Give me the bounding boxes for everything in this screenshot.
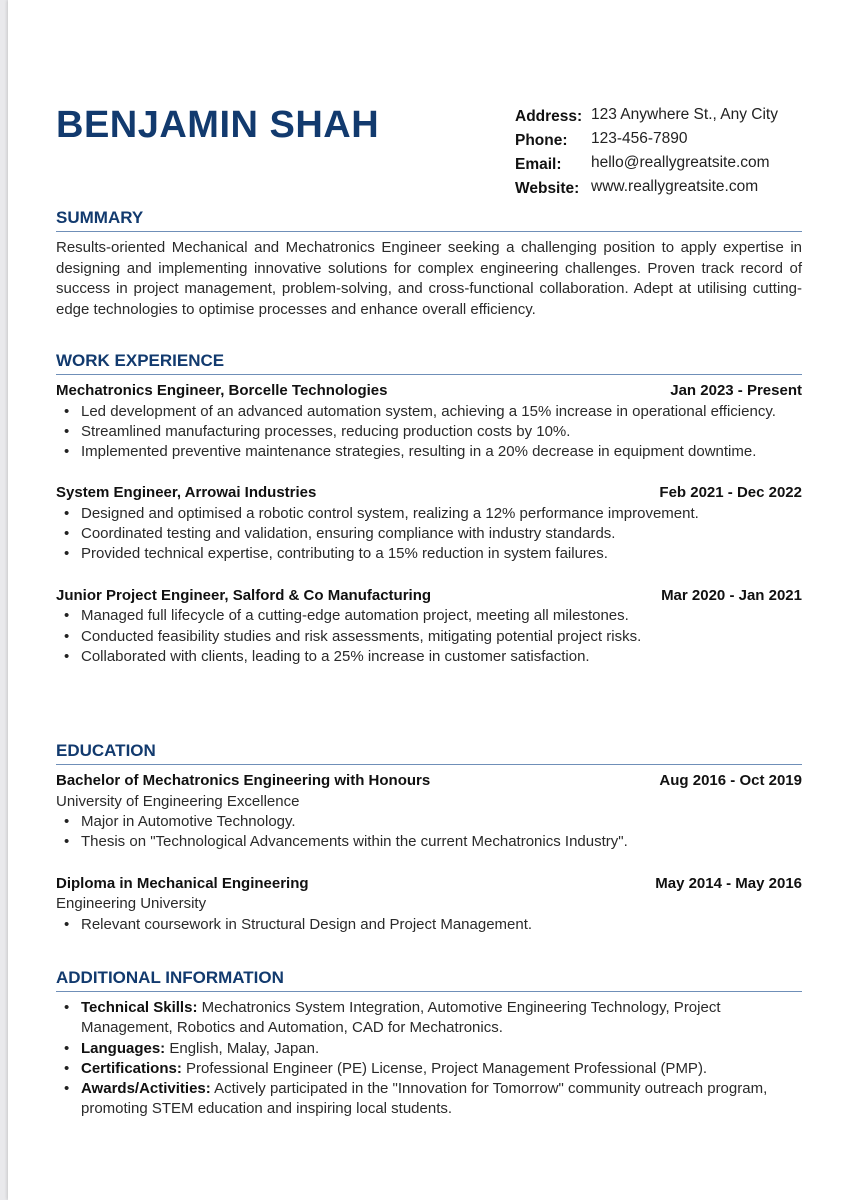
contact-label: Email:	[515, 156, 562, 173]
list-item: • Led development of an advanced automation system, achieving a 15% increase in operational efficiency.	[81, 402, 802, 422]
item-text: Actively participated in the "Innovation for Tomorrow" community outreach program, promoting STEM education and inspiring local students.	[81, 1080, 768, 1118]
school-name: Engineering University	[56, 895, 207, 913]
contact-address: 123 Anywhere St., Any City	[591, 106, 778, 123]
job-bullets	[56, 402, 802, 463]
education-bullets	[56, 812, 802, 853]
job-dates: Jan 2023 - Present	[670, 382, 802, 399]
contact-row-address	[515, 104, 778, 128]
summary-section	[56, 208, 802, 320]
contact-label: Phone:	[515, 132, 568, 149]
job-role: Junior Project Engineer, Salford & Co Manufacturing	[56, 586, 432, 604]
contact-block	[515, 104, 778, 200]
work-experience-section	[56, 351, 802, 688]
contact-label: Address:	[515, 108, 583, 125]
item-text: English, Malay, Japan.	[165, 1039, 320, 1057]
list-item	[81, 998, 802, 1039]
education-bullets	[56, 915, 802, 935]
item-label: Awards/Activities:	[81, 1080, 211, 1098]
item-text: Professional Engineer (PE) License, Project Management Professional (PMP).	[181, 1059, 708, 1077]
contact-website: www.reallygreatsite.com	[591, 178, 759, 195]
contact-email: hello@reallygreatsite.com	[591, 154, 770, 171]
education-entry	[56, 771, 802, 853]
education-dates: May 2014 - May 2016	[655, 874, 802, 892]
item-label: Certifications:	[81, 1059, 182, 1077]
candidate-name: BENJAMIN SHAH	[56, 104, 380, 146]
job-header	[56, 586, 802, 607]
list-item: • Thesis on "Technological Advancements within the current Mechatronics Industry".	[81, 832, 802, 852]
job-dates: Mar 2020 - Jan 2021	[661, 586, 802, 604]
list-item: • Implemented preventive maintenance strategies, resulting in a 20% decrease in equipment downtime.	[81, 442, 802, 462]
education-header	[56, 771, 802, 792]
job-header	[56, 483, 802, 504]
section-title: EDUCATION	[56, 741, 802, 765]
section-title: ADDITIONAL INFORMATION	[56, 968, 802, 992]
section-title: SUMMARY	[56, 208, 802, 232]
job-dates: Feb 2021 - Dec 2022	[659, 484, 802, 502]
section-title: WORK EXPERIENCE	[56, 351, 802, 375]
list-item: • Provided technical expertise, contributing to a 15% reduction in system failures.	[81, 544, 802, 564]
additional-bullets	[56, 998, 802, 1120]
education-header	[56, 874, 802, 895]
contact-row-phone	[515, 128, 778, 152]
contact-phone: 123-456-7890	[591, 130, 688, 147]
job-role: System Engineer, Arrowai Industries	[56, 484, 317, 502]
job-entry	[56, 586, 802, 667]
job-entry	[56, 483, 802, 564]
resume-page	[8, 0, 850, 1200]
list-item: • Managed full lifecycle of a cutting-edge automation project, meeting all milestones.	[81, 606, 802, 626]
list-item: • Conducted feasibility studies and risk assessments, mitigating potential project risks.	[81, 627, 802, 647]
list-item	[81, 1079, 802, 1120]
item-text: Mechatronics System Integration, Automotive Engineering Technology, Project Management, Robotics and Automation, CAD for Mechatronics.	[81, 999, 721, 1037]
item-label: Languages:	[81, 1039, 166, 1057]
list-item: • Relevant coursework in Structural Design and Project Management.	[81, 915, 802, 935]
degree-title: Bachelor of Mechatronics Engineering with Honours	[56, 772, 431, 789]
item-label: Technical Skills:	[81, 999, 198, 1016]
job-bullets	[56, 504, 802, 565]
education-section	[56, 741, 802, 956]
list-item: • Designed and optimised a robotic control system, realizing a 12% performance improvement.	[81, 504, 802, 524]
job-header	[56, 381, 802, 402]
contact-row-website	[515, 176, 778, 200]
summary-text: Results-oriented Mechanical and Mechatronics Engineer seeking a challenging position to apply expertise in designing and implementing innovative solutions for complex engineering challenges. Proven track record of success in project management, problem-solving, and cross-functional collaboration. Adept at utilising cutting-edge technologies to optimise processes and enhance overall efficiency.	[56, 239, 802, 318]
degree-title: Diploma in Mechanical Engineering	[56, 874, 309, 892]
job-bullets	[56, 606, 802, 667]
list-item: • Collaborated with clients, leading to a 25% increase in customer satisfaction.	[81, 647, 802, 667]
job-entry	[56, 381, 802, 462]
education-entry	[56, 874, 802, 935]
contact-label: Website:	[515, 180, 580, 197]
job-role: Mechatronics Engineer, Borcelle Technologies	[56, 382, 388, 399]
school-name: University of Engineering Excellence	[56, 792, 300, 810]
list-item: • Major in Automotive Technology.	[81, 812, 802, 832]
list-item	[81, 1039, 802, 1059]
education-dates: Aug 2016 - Oct 2019	[659, 772, 802, 789]
contact-row-email	[515, 152, 778, 176]
additional-information-section	[56, 968, 802, 1120]
list-item: • Streamlined manufacturing processes, reducing production costs by 10%.	[81, 422, 802, 442]
list-item: • Coordinated testing and validation, ensuring compliance with industry standards.	[81, 524, 802, 544]
list-item	[81, 1059, 802, 1079]
